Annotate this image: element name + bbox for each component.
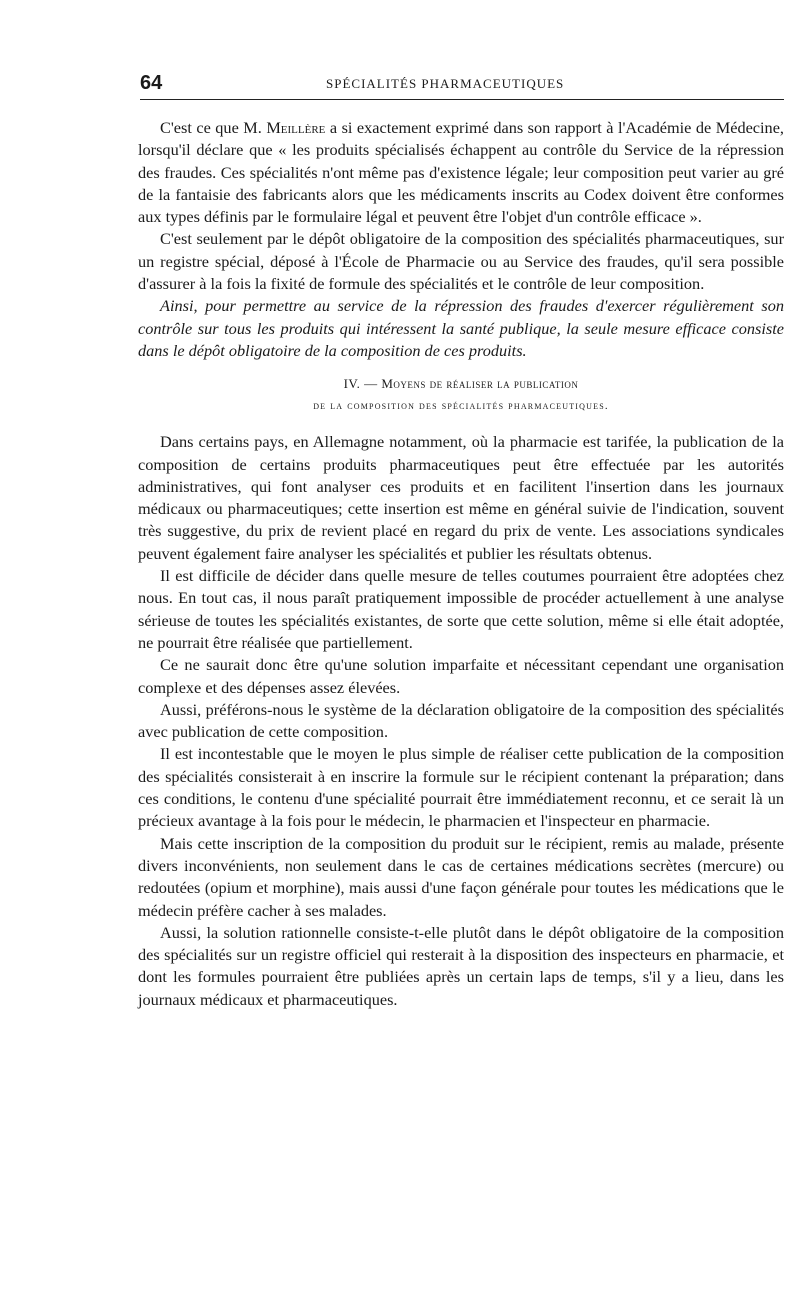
paragraph: Mais cette inscription de la composition du produit sur le récipient, remis au malade, présente divers inconvénients, non seulement dans le cas de certaines médications secrètes (mercure) ou redoutées (opium et morphine), mais aussi d'une façon générale pour toutes les médications que le médecin préfère cacher à ses malades. <box>138 833 784 920</box>
paragraph: Il est difficile de décider dans quelle mesure de telles coutumes pourraient être adoptées chez nous. En tout cas, il nous paraît pratiquement impossible de procéder actuellement à une analyse sérieuse de toutes les spécialités existantes, de sorte que cette solution, même si elle était adoptée, ne pourrait être réalisée que partiellement. <box>138 566 784 652</box>
paragraph: Ce ne saurait donc être qu'une solution imparfaite et nécessitant cependant une organisation complexe et des dépenses assez élevées. <box>138 655 784 697</box>
paragraph: Aussi, préférons-nous le système de la déclaration obligatoire de la composition des spécialités avec publication de cette composition. <box>138 699 784 742</box>
paragraph: Aussi, la solution rationnelle consiste-t-elle plutôt dans le dépôt obligatoire de la composition des spécialités sur un registre officiel qui resterait à la disposition des inspecteurs en pharmacie, et dont les formules pourraient être publiées après un certain laps de temps, s'il y a lieu, dans les journaux médicaux et pharmaceutiques. <box>138 922 784 1009</box>
running-title: SPÉCIALITÉS PHARMACEUTIQUES <box>326 76 565 91</box>
paragraph: Il est incontestable que le moyen le plus simple de réaliser cette publication de la composition des spécialités consisterait à en inscrire la formule sur le récipient contenant la préparation; dans ces conditions, le contenu d'une spécialité pourrait être immédiatement reconnu, et ce serait là un précieux avantage à la fois pour le médecin, le pharmacien et l'inspecteur en pharmacie. <box>138 744 784 831</box>
page-number: 64 <box>140 72 163 94</box>
running-header <box>140 72 784 98</box>
body-text <box>138 117 784 1011</box>
section-heading <box>138 373 784 417</box>
paragraph: C'est seulement par le dépôt obligatoire de la composition des spécialités pharmaceutiques, sur un registre spécial, déposé à l'École de Pharmacie ou au Service des fraudes, qu'il sera possible d'assurer à la fois la fixité de formule des spécialités et le contrôle de leur composition. <box>138 229 784 294</box>
italic-paragraph: Ainsi, pour permettre au service de la répression des fraudes d'exercer régulièrement son contrôle sur tous les produits qui intéressent la santé publique, la seule mesure efficace consiste dans le dépôt obligatoire de la composition de ces produits. <box>138 296 784 360</box>
section-heading-line1: IV. — Moyens de réaliser la publication <box>343 376 579 392</box>
header-rule <box>140 99 784 100</box>
paragraph: Dans certains pays, en Allemagne notamment, où la pharmacie est tarifée, la publication de la composition de certains produits pharmaceutiques peut être effectuée par les autorités administratives, qui font analyser ces produits et en facilitent l'insertion dans les journaux médicaux ou pharmaceutiques; cette insertion est même en général suivie de l'indication, souvent très suggestive, du prix de revient placé en regard du prix de vente. Les associations syndicales peuvent également faire analyser les spécialités et publier les résultats obtenus. <box>138 432 784 563</box>
section-heading-line2: de la composition des spécialités pharmaceutiques. <box>313 400 609 413</box>
paragraph: C'est ce que M. Meillère a si exactement exprimé dans son rapport à l'Académie de Médecine, lorsqu'il déclare que « les produits spécialisés échappent au contrôle du Service de la répression des fraudes. Ces spécialités n'ont même pas d'existence légale; leur composition peut varier au gré de la fantaisie des fabricants alors que les médicaments inscrits au Codex doivent être conformes aux types définis par le formulaire légal et peuvent être l'objet d'un contrôle efficace ». <box>138 118 784 227</box>
author-name: Meillère <box>266 118 326 137</box>
